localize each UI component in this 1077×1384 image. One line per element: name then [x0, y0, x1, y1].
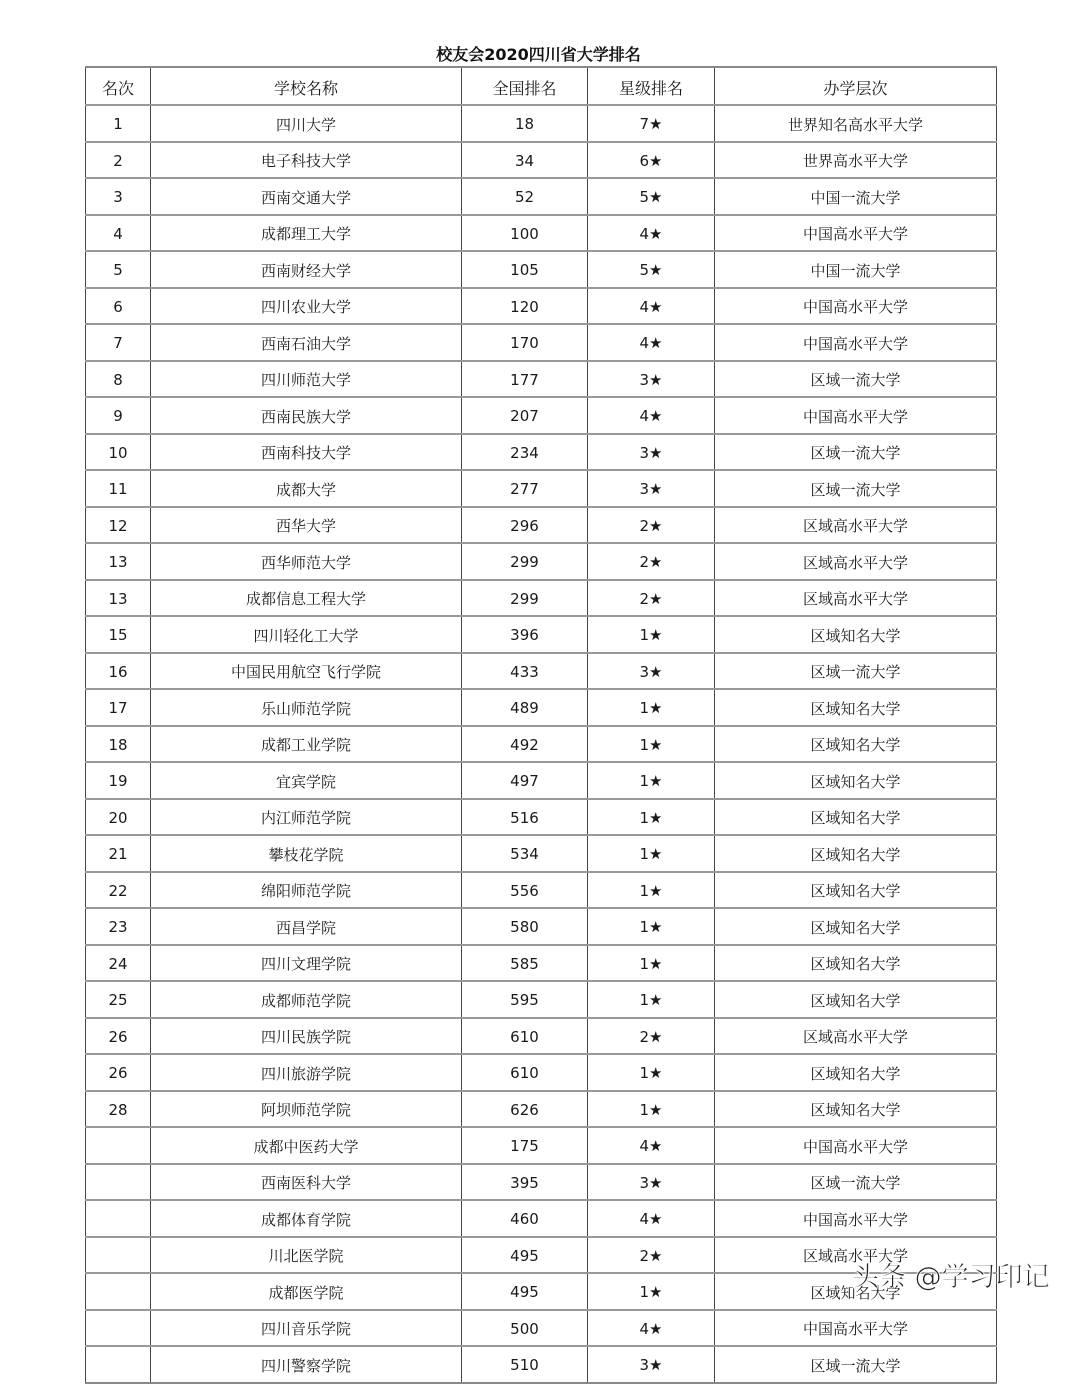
- cell-rank: 24: [86, 945, 151, 982]
- cell-national-rank: 175: [462, 1127, 588, 1164]
- cell-star-rating: 2★: [588, 507, 715, 544]
- cell-school-name: 四川文理学院: [151, 945, 462, 982]
- cell-school-name: 电子科技大学: [151, 142, 462, 179]
- cell-rank: [86, 1237, 151, 1274]
- table-row: [86, 543, 997, 580]
- table-body: [86, 105, 997, 1383]
- cell-school-name: 中国民用航空飞行学院: [151, 653, 462, 690]
- cell-national-rank: 489: [462, 689, 588, 726]
- cell-school-level: 区域知名大学: [715, 726, 997, 763]
- table-row: [86, 762, 997, 799]
- cell-rank: [86, 1346, 151, 1383]
- cell-star-rating: 3★: [588, 1346, 715, 1383]
- cell-school-name: 四川音乐学院: [151, 1310, 462, 1347]
- cell-star-rating: 4★: [588, 324, 715, 361]
- cell-school-level: 中国一流大学: [715, 251, 997, 288]
- cell-star-rating: 1★: [588, 908, 715, 945]
- cell-national-rank: 18: [462, 105, 588, 142]
- header-school-name: 学校名称: [151, 67, 462, 105]
- table-row: [86, 178, 997, 215]
- cell-national-rank: 120: [462, 288, 588, 325]
- cell-rank: 2: [86, 142, 151, 179]
- cell-rank: 5: [86, 251, 151, 288]
- cell-national-rank: 610: [462, 1054, 588, 1091]
- cell-rank: 20: [86, 799, 151, 836]
- cell-star-rating: 1★: [588, 762, 715, 799]
- table-row: [86, 105, 997, 142]
- cell-school-name: 西南医科大学: [151, 1164, 462, 1201]
- cell-national-rank: 534: [462, 835, 588, 872]
- cell-school-name: 西华师范大学: [151, 543, 462, 580]
- cell-rank: 10: [86, 434, 151, 471]
- cell-national-rank: 105: [462, 251, 588, 288]
- cell-school-level: 区域知名大学: [715, 908, 997, 945]
- cell-school-name: 阿坝师范学院: [151, 1091, 462, 1128]
- cell-rank: 21: [86, 835, 151, 872]
- cell-school-name: 四川旅游学院: [151, 1054, 462, 1091]
- table-row: [86, 726, 997, 763]
- table-row: [86, 1200, 997, 1237]
- cell-star-rating: 3★: [588, 361, 715, 398]
- cell-star-rating: 1★: [588, 1091, 715, 1128]
- cell-school-level: 中国高水平大学: [715, 1127, 997, 1164]
- cell-rank: 8: [86, 361, 151, 398]
- cell-school-name: 成都体育学院: [151, 1200, 462, 1237]
- table-row: [86, 1018, 997, 1055]
- cell-school-level: 区域一流大学: [715, 653, 997, 690]
- cell-school-level: 区域知名大学: [715, 835, 997, 872]
- cell-school-name: 西华大学: [151, 507, 462, 544]
- cell-star-rating: 4★: [588, 1310, 715, 1347]
- table-row: [86, 507, 997, 544]
- cell-national-rank: 500: [462, 1310, 588, 1347]
- cell-rank: 16: [86, 653, 151, 690]
- cell-rank: [86, 1273, 151, 1310]
- table-row: [86, 835, 997, 872]
- cell-school-level: 区域知名大学: [715, 799, 997, 836]
- table-row: [86, 470, 997, 507]
- table-row: [86, 1346, 997, 1383]
- cell-school-name: 四川民族学院: [151, 1018, 462, 1055]
- table-row: [86, 215, 997, 252]
- cell-school-level: 世界高水平大学: [715, 142, 997, 179]
- cell-school-level: 中国一流大学: [715, 178, 997, 215]
- cell-national-rank: 234: [462, 434, 588, 471]
- cell-national-rank: 207: [462, 397, 588, 434]
- cell-school-name: 成都理工大学: [151, 215, 462, 252]
- cell-rank: 15: [86, 616, 151, 653]
- cell-national-rank: 433: [462, 653, 588, 690]
- table-row: [86, 1310, 997, 1347]
- cell-rank: [86, 1310, 151, 1347]
- cell-school-name: 成都中医药大学: [151, 1127, 462, 1164]
- table-row: [86, 251, 997, 288]
- cell-school-level: 中国高水平大学: [715, 215, 997, 252]
- cell-school-name: 成都大学: [151, 470, 462, 507]
- cell-national-rank: 177: [462, 361, 588, 398]
- cell-national-rank: 170: [462, 324, 588, 361]
- cell-star-rating: 1★: [588, 689, 715, 726]
- cell-national-rank: 585: [462, 945, 588, 982]
- page-title: 校友会2020四川省大学排名: [436, 45, 641, 64]
- cell-school-level: 区域知名大学: [715, 981, 997, 1018]
- cell-rank: 13: [86, 580, 151, 617]
- cell-star-rating: 1★: [588, 872, 715, 909]
- cell-school-level: 区域知名大学: [715, 616, 997, 653]
- cell-school-level: 中国高水平大学: [715, 397, 997, 434]
- cell-school-level: 区域一流大学: [715, 1346, 997, 1383]
- cell-school-name: 四川警察学院: [151, 1346, 462, 1383]
- cell-school-name: 宜宾学院: [151, 762, 462, 799]
- cell-school-level: 区域高水平大学: [715, 1018, 997, 1055]
- cell-school-level: 区域知名大学: [715, 1273, 997, 1310]
- cell-rank: 23: [86, 908, 151, 945]
- cell-school-level: 区域知名大学: [715, 872, 997, 909]
- cell-rank: 18: [86, 726, 151, 763]
- table-row: [86, 1091, 997, 1128]
- watermark: 头条 @学习印记: [852, 1262, 1050, 1293]
- cell-national-rank: 52: [462, 178, 588, 215]
- cell-star-rating: 4★: [588, 397, 715, 434]
- cell-national-rank: 296: [462, 507, 588, 544]
- cell-national-rank: 595: [462, 981, 588, 1018]
- cell-national-rank: 396: [462, 616, 588, 653]
- cell-star-rating: 1★: [588, 1054, 715, 1091]
- cell-school-name: 西南石油大学: [151, 324, 462, 361]
- cell-star-rating: 4★: [588, 215, 715, 252]
- cell-school-name: 成都师范学院: [151, 981, 462, 1018]
- cell-school-name: 乐山师范学院: [151, 689, 462, 726]
- cell-rank: 19: [86, 762, 151, 799]
- cell-star-rating: 2★: [588, 543, 715, 580]
- cell-national-rank: 277: [462, 470, 588, 507]
- ranking-table: [85, 66, 997, 1384]
- header-row: [86, 67, 997, 105]
- cell-rank: [86, 1200, 151, 1237]
- cell-school-level: 区域高水平大学: [715, 580, 997, 617]
- table-row: [86, 945, 997, 982]
- cell-school-name: 绵阳师范学院: [151, 872, 462, 909]
- table-row: [86, 908, 997, 945]
- cell-national-rank: 510: [462, 1346, 588, 1383]
- cell-rank: 3: [86, 178, 151, 215]
- cell-national-rank: 580: [462, 908, 588, 945]
- cell-national-rank: 497: [462, 762, 588, 799]
- table-row: [86, 616, 997, 653]
- table-row: [86, 653, 997, 690]
- cell-school-level: 区域知名大学: [715, 762, 997, 799]
- cell-rank: 13: [86, 543, 151, 580]
- cell-school-name: 西昌学院: [151, 908, 462, 945]
- cell-school-level: 区域高水平大学: [715, 543, 997, 580]
- cell-school-level: 区域知名大学: [715, 689, 997, 726]
- cell-star-rating: 5★: [588, 251, 715, 288]
- cell-school-name: 内江师范学院: [151, 799, 462, 836]
- cell-school-name: 四川轻化工大学: [151, 616, 462, 653]
- cell-star-rating: 4★: [588, 288, 715, 325]
- cell-rank: 4: [86, 215, 151, 252]
- table-row: [86, 689, 997, 726]
- header-rank: 名次: [86, 67, 151, 105]
- cell-rank: 9: [86, 397, 151, 434]
- table-row: [86, 434, 997, 471]
- cell-rank: 11: [86, 470, 151, 507]
- cell-star-rating: 6★: [588, 142, 715, 179]
- cell-star-rating: 1★: [588, 835, 715, 872]
- table-row: [86, 397, 997, 434]
- cell-national-rank: 492: [462, 726, 588, 763]
- table-row: [86, 361, 997, 398]
- table-row: [86, 580, 997, 617]
- cell-school-level: 区域一流大学: [715, 1164, 997, 1201]
- cell-school-level: 区域一流大学: [715, 361, 997, 398]
- table-row: [86, 981, 997, 1018]
- cell-school-name: 西南民族大学: [151, 397, 462, 434]
- cell-school-level: 区域高水平大学: [715, 1237, 997, 1274]
- cell-school-level: 区域知名大学: [715, 945, 997, 982]
- cell-school-level: 区域知名大学: [715, 1091, 997, 1128]
- cell-rank: 17: [86, 689, 151, 726]
- cell-rank: 25: [86, 981, 151, 1018]
- cell-school-name: 攀枝花学院: [151, 835, 462, 872]
- table-row: [86, 799, 997, 836]
- cell-national-rank: 460: [462, 1200, 588, 1237]
- cell-star-rating: 4★: [588, 1127, 715, 1164]
- table-row: [86, 142, 997, 179]
- cell-star-rating: 2★: [588, 1018, 715, 1055]
- table-row: [86, 1054, 997, 1091]
- cell-school-name: 川北医学院: [151, 1237, 462, 1274]
- cell-school-name: 四川师范大学: [151, 361, 462, 398]
- cell-star-rating: 1★: [588, 945, 715, 982]
- cell-rank: [86, 1127, 151, 1164]
- cell-national-rank: 556: [462, 872, 588, 909]
- table-row: [86, 288, 997, 325]
- cell-school-level: 中国高水平大学: [715, 288, 997, 325]
- cell-school-name: 成都医学院: [151, 1273, 462, 1310]
- cell-star-rating: 1★: [588, 616, 715, 653]
- cell-rank: 26: [86, 1018, 151, 1055]
- cell-national-rank: 299: [462, 580, 588, 617]
- cell-star-rating: 1★: [588, 1273, 715, 1310]
- cell-rank: 22: [86, 872, 151, 909]
- cell-school-name: 四川农业大学: [151, 288, 462, 325]
- header-school-level: 办学层次: [715, 67, 997, 105]
- table-row: [86, 324, 997, 361]
- cell-school-level: 世界知名高水平大学: [715, 105, 997, 142]
- cell-school-name: 四川大学: [151, 105, 462, 142]
- cell-school-level: 中国高水平大学: [715, 1200, 997, 1237]
- cell-school-level: 区域知名大学: [715, 1054, 997, 1091]
- table-row: [86, 1164, 997, 1201]
- cell-national-rank: 299: [462, 543, 588, 580]
- cell-school-name: 西南科技大学: [151, 434, 462, 471]
- cell-school-name: 西南交通大学: [151, 178, 462, 215]
- cell-star-rating: 3★: [588, 1164, 715, 1201]
- cell-rank: 6: [86, 288, 151, 325]
- cell-rank: 28: [86, 1091, 151, 1128]
- cell-national-rank: 610: [462, 1018, 588, 1055]
- cell-star-rating: 1★: [588, 981, 715, 1018]
- cell-school-level: 区域一流大学: [715, 470, 997, 507]
- cell-national-rank: 495: [462, 1237, 588, 1274]
- cell-national-rank: 516: [462, 799, 588, 836]
- cell-rank: [86, 1164, 151, 1201]
- cell-star-rating: 3★: [588, 434, 715, 471]
- cell-rank: 12: [86, 507, 151, 544]
- cell-national-rank: 34: [462, 142, 588, 179]
- cell-school-name: 成都信息工程大学: [151, 580, 462, 617]
- cell-national-rank: 100: [462, 215, 588, 252]
- header-national-rank: 全国排名: [462, 67, 588, 105]
- cell-national-rank: 495: [462, 1273, 588, 1310]
- cell-star-rating: 3★: [588, 470, 715, 507]
- cell-school-level: 区域高水平大学: [715, 507, 997, 544]
- cell-star-rating: 7★: [588, 105, 715, 142]
- cell-school-name: 成都工业学院: [151, 726, 462, 763]
- cell-star-rating: 5★: [588, 178, 715, 215]
- cell-star-rating: 4★: [588, 1200, 715, 1237]
- cell-rank: 1: [86, 105, 151, 142]
- table-row: [86, 1127, 997, 1164]
- cell-star-rating: 3★: [588, 653, 715, 690]
- cell-national-rank: 395: [462, 1164, 588, 1201]
- cell-star-rating: 1★: [588, 799, 715, 836]
- cell-school-name: 西南财经大学: [151, 251, 462, 288]
- cell-star-rating: 2★: [588, 1237, 715, 1274]
- table-row: [86, 872, 997, 909]
- cell-school-level: 中国高水平大学: [715, 1310, 997, 1347]
- header-star-rating: 星级排名: [588, 67, 715, 105]
- cell-rank: 7: [86, 324, 151, 361]
- cell-school-level: 中国高水平大学: [715, 324, 997, 361]
- cell-star-rating: 2★: [588, 580, 715, 617]
- cell-star-rating: 1★: [588, 726, 715, 763]
- cell-national-rank: 626: [462, 1091, 588, 1128]
- cell-rank: 26: [86, 1054, 151, 1091]
- cell-school-level: 区域一流大学: [715, 434, 997, 471]
